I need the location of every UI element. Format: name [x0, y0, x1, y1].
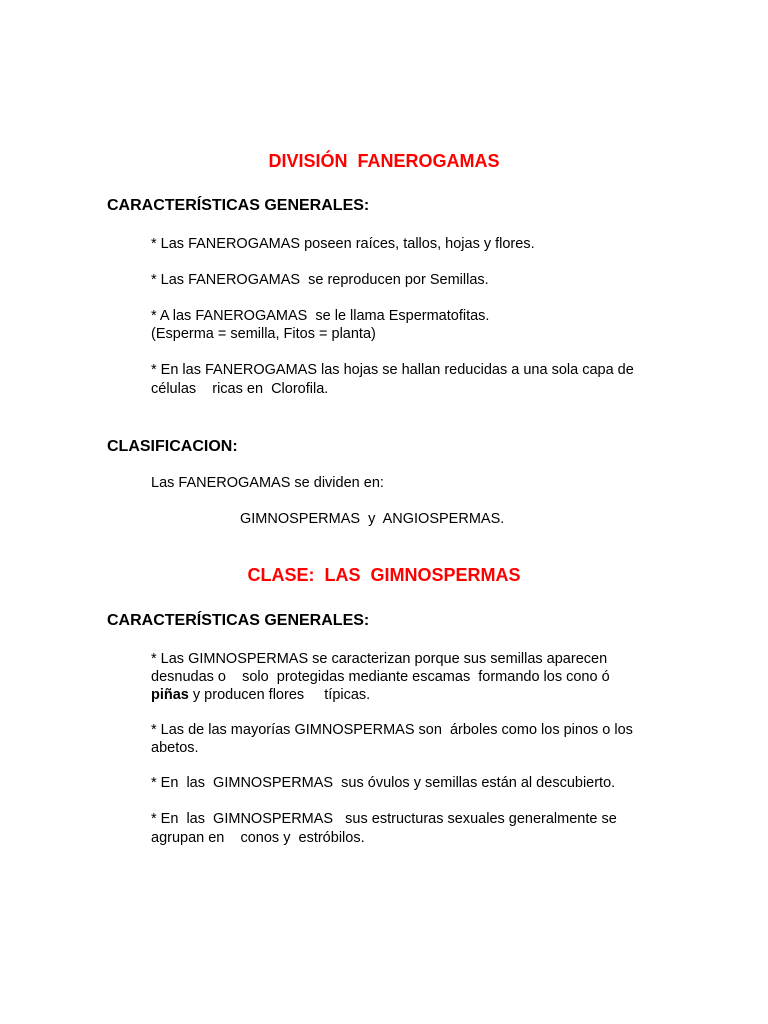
classification-heading: CLASIFICACION:: [107, 438, 238, 455]
characteristic-item: * Las FANEROGAMAS se reproducen por Semillas.: [151, 272, 489, 288]
division-title: DIVISIÓN FANEROGAMAS: [268, 151, 500, 171]
gimnospermas-item: * En las GIMNOSPERMAS sus óvulos y semillas están al descubierto.: [151, 775, 616, 791]
gimnospermas-item-cont: agrupan en conos y estróbilos.: [151, 830, 365, 846]
characteristics-heading: CARACTERÍSTICAS GENERALES:: [107, 197, 370, 214]
pinas-rest: y producen flores típicas.: [188, 687, 371, 703]
characteristic-item: * Las FANEROGAMAS poseen raíces, tallos, hojas y flores.: [151, 236, 535, 252]
characteristics-heading-2: CARACTERÍSTICAS GENERALES:: [107, 612, 370, 629]
gimnospermas-item-cont: [151, 686, 370, 705]
characteristic-note: (Esperma = semilla, Fitos = planta): [151, 326, 376, 342]
classification-intro: Las FANEROGAMAS se dividen en:: [151, 475, 384, 491]
characteristic-item: * En las FANEROGAMAS las hojas se hallan reducidas a una sola capa de: [151, 362, 634, 378]
gimnospermas-item: * Las GIMNOSPERMAS se caracterizan porque sus semillas aparecen: [151, 651, 608, 667]
gimnospermas-item: * En las GIMNOSPERMAS sus estructuras sexuales generalmente se: [151, 811, 617, 827]
gimnospermas-item: * Las de las mayorías GIMNOSPERMAS son árboles como los pinos o los: [151, 722, 633, 738]
gimnospermas-item-cont: desnudas o solo protegidas mediante escamas formando los cono ó: [151, 669, 610, 685]
characteristic-item-cont: células ricas en Clorofila.: [151, 381, 329, 397]
characteristic-item: * A las FANEROGAMAS se le llama Espermatofitas.: [151, 308, 490, 324]
pinas-bold: piñas: [151, 687, 189, 703]
class-title: CLASE: LAS GIMNOSPERMAS: [247, 565, 521, 585]
classification-groups: GIMNOSPERMAS y ANGIOSPERMAS.: [240, 511, 505, 527]
gimnospermas-item-cont: abetos.: [151, 740, 199, 756]
